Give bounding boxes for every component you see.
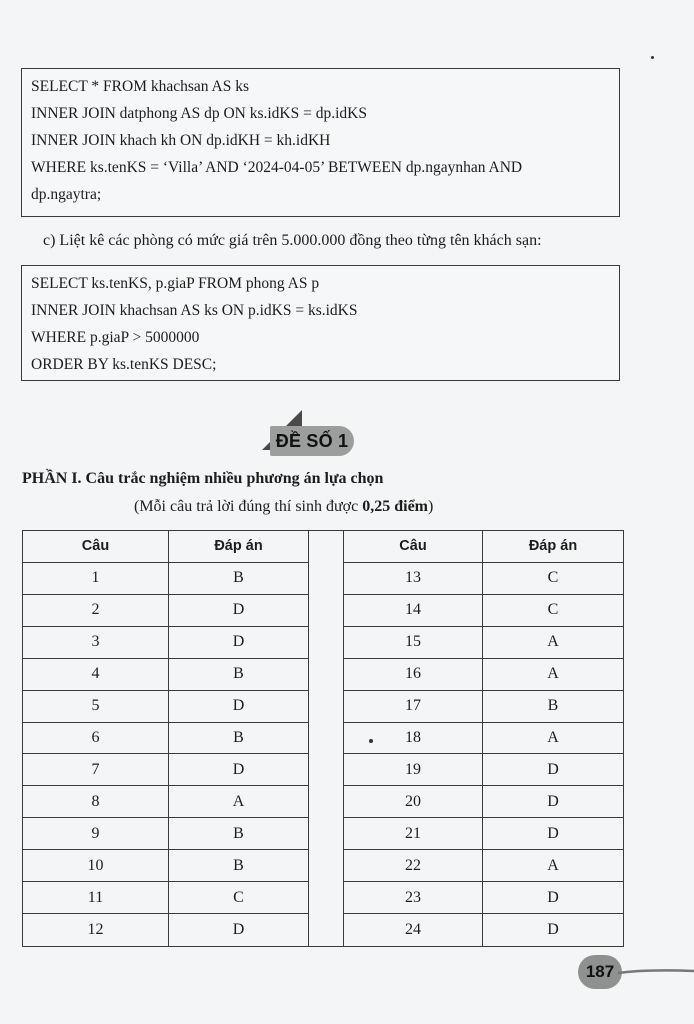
- answer-letter: B: [547, 697, 559, 715]
- table-row: [23, 786, 308, 818]
- table-row: [23, 659, 308, 691]
- code-line: SELECT ks.tenKS, p.giaP FROM phong AS p: [31, 275, 320, 292]
- section-note: [134, 498, 433, 516]
- answer-letter: C: [547, 601, 559, 619]
- code-line: INNER JOIN datphong AS dp ON ks.idKS = dp.idKS: [31, 105, 367, 122]
- code-line: WHERE p.giaP > 5000000: [31, 329, 200, 346]
- question-number: 15: [344, 627, 483, 658]
- question-c-text: c) Liệt kê các phòng có mức giá trên 5.000.000 đồng theo từng tên khách sạn:: [43, 232, 542, 249]
- answer-letter: D: [232, 633, 245, 651]
- sql-query-box-2: [21, 265, 620, 381]
- table-row: [23, 691, 308, 723]
- table-row: [344, 818, 623, 850]
- question-number: 7: [23, 754, 169, 785]
- exam-title: ĐỀ SỐ 1: [270, 426, 354, 456]
- answer-letter: D: [547, 760, 559, 778]
- print-speck: [369, 739, 373, 743]
- answer-letter: B: [233, 569, 244, 587]
- question-number: 14: [344, 595, 483, 626]
- print-speck: [651, 56, 654, 59]
- header-answer: Đáp án: [528, 538, 578, 555]
- table-row: [344, 723, 623, 755]
- section-title: PHẦN I. Câu trắc nghiệm nhiều phương án lựa chọn: [22, 470, 384, 487]
- table-row: [23, 914, 308, 946]
- question-number: 19: [344, 754, 483, 785]
- question-number: 17: [344, 691, 483, 722]
- table-divider-gap: [309, 531, 344, 946]
- table-row: [344, 850, 623, 882]
- answer-letter: B: [233, 824, 244, 842]
- answer-letter: D: [232, 697, 245, 715]
- answer-letter: A: [232, 792, 245, 810]
- answer-letter: A: [547, 728, 559, 746]
- question-number: 2: [23, 595, 169, 626]
- answer-table-right: [344, 531, 623, 946]
- answer-letter: C: [233, 888, 244, 906]
- table-row: [23, 595, 308, 627]
- question-number: 1: [23, 563, 169, 594]
- page-number: 187: [578, 955, 622, 989]
- table-row: [344, 691, 623, 723]
- question-number: 18: [344, 723, 483, 754]
- answer-letter: C: [547, 569, 559, 587]
- question-number: 20: [344, 786, 483, 817]
- table-row: [23, 754, 308, 786]
- answer-table-left: [23, 531, 309, 946]
- answer-letter: A: [547, 665, 559, 683]
- exam-banner: [262, 410, 362, 458]
- question-number: 23: [344, 882, 483, 913]
- section-note-prefix: (Mỗi câu trả lời đúng thí sinh được: [134, 498, 363, 515]
- table-row: [23, 627, 308, 659]
- table-row: [23, 563, 308, 595]
- question-number: 10: [23, 850, 169, 881]
- question-number: 24: [344, 914, 483, 946]
- table-row: [344, 754, 623, 786]
- question-number: 6: [23, 723, 169, 754]
- code-line: SELECT * FROM khachsan AS ks: [31, 78, 250, 95]
- section-note-suffix: ): [428, 498, 434, 515]
- answer-letter: B: [233, 665, 244, 683]
- answer-letter: D: [547, 921, 559, 939]
- answer-letter: B: [233, 728, 244, 746]
- question-number: 5: [23, 691, 169, 722]
- table-row: [23, 818, 308, 850]
- question-number: 3: [23, 627, 169, 658]
- question-number: 22: [344, 850, 483, 881]
- header-answer: Đáp án: [214, 538, 263, 555]
- answer-letter: A: [547, 633, 559, 651]
- section-note-points: 0,25 điểm: [362, 498, 429, 515]
- answer-letter: B: [233, 856, 244, 874]
- table-header-row: [344, 531, 623, 563]
- header-question: Câu: [344, 531, 483, 562]
- table-row: [344, 914, 623, 946]
- table-row: [23, 850, 308, 882]
- answer-letter: D: [547, 792, 559, 810]
- table-row: [344, 659, 623, 691]
- table-row: [344, 595, 623, 627]
- question-number: 8: [23, 786, 169, 817]
- code-line: ORDER BY ks.tenKS DESC;: [31, 356, 217, 373]
- answer-letter: D: [232, 921, 245, 939]
- answer-letter: D: [232, 601, 245, 619]
- answer-letter: A: [547, 856, 559, 874]
- question-number: 9: [23, 818, 169, 849]
- question-number: 4: [23, 659, 169, 690]
- code-line: INNER JOIN khach kh ON dp.idKH = kh.idKH: [31, 132, 331, 149]
- answer-key-table: [22, 530, 624, 947]
- table-row: [23, 723, 308, 755]
- table-header-row: [23, 531, 308, 563]
- table-row: [23, 882, 308, 914]
- answer-letter: D: [547, 824, 559, 842]
- sql-query-box-1: [21, 68, 620, 217]
- question-number: 16: [344, 659, 483, 690]
- question-number: 12: [23, 914, 169, 946]
- table-row: [344, 786, 623, 818]
- code-line: INNER JOIN khachsan AS ks ON p.idKS = ks.idKS: [31, 302, 358, 319]
- page-number-tail-decoration: [618, 968, 694, 978]
- question-number: 21: [344, 818, 483, 849]
- question-number: 11: [23, 882, 169, 913]
- code-line: dp.ngaytra;: [31, 186, 102, 203]
- code-line: WHERE ks.tenKS = ‘Villa’ AND ‘2024-04-05’ BETWEEN dp.ngaynhan AND: [31, 159, 523, 176]
- table-row: [344, 882, 623, 914]
- answer-letter: D: [547, 888, 559, 906]
- table-row: [344, 563, 623, 595]
- table-row: [344, 627, 623, 659]
- header-question: Câu: [23, 531, 169, 562]
- question-number: 13: [344, 563, 483, 594]
- answer-letter: D: [232, 760, 245, 778]
